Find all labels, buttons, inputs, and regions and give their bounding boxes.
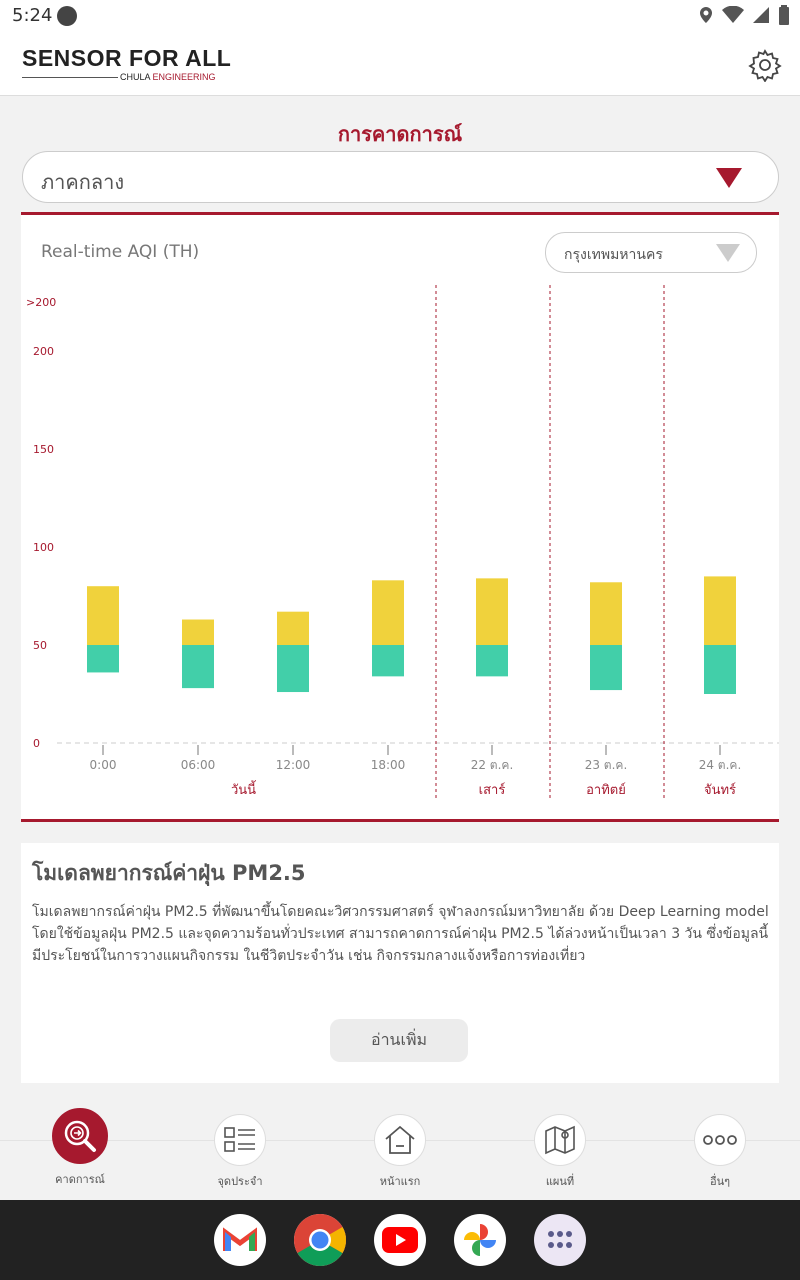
bar-low bbox=[182, 645, 214, 688]
chrome-icon[interactable] bbox=[294, 1214, 346, 1266]
x-tick-label: 18:00 bbox=[370, 758, 406, 772]
logo-sub-chula: CHULA bbox=[120, 72, 153, 82]
x-tick-label: 22 ต.ค. bbox=[470, 758, 514, 772]
status-icons bbox=[698, 5, 790, 25]
x-tick-label: 12:00 bbox=[275, 758, 311, 772]
bar-high bbox=[590, 582, 622, 645]
bar-low bbox=[277, 645, 309, 692]
x-tick-label: 24 ต.ค. bbox=[698, 758, 742, 772]
x-tick-label: 06:00 bbox=[180, 758, 216, 772]
page-title: การคาดการณ์ bbox=[337, 122, 463, 146]
sensor-for-all-logo bbox=[22, 45, 232, 82]
map-icon bbox=[543, 1123, 577, 1157]
nav-forecast-button[interactable] bbox=[52, 1108, 108, 1164]
bar-high bbox=[372, 580, 404, 645]
nav-label-more: อื่นๆ bbox=[709, 1175, 731, 1188]
bar-high bbox=[182, 620, 214, 645]
chart-title: Real-time AQI (TH) bbox=[41, 242, 200, 262]
bar-high bbox=[704, 576, 736, 645]
read-more-button[interactable]: อ่านเพิ่ม bbox=[330, 1019, 468, 1062]
list-icon bbox=[223, 1125, 257, 1155]
bar-low bbox=[476, 645, 508, 676]
nav-label-map: แผนที่ bbox=[545, 1175, 575, 1188]
region-dropdown[interactable] bbox=[22, 151, 779, 203]
wifi-icon bbox=[722, 6, 744, 24]
logo-sub-text bbox=[120, 72, 216, 82]
bar-low bbox=[87, 645, 119, 672]
nav-home-button[interactable] bbox=[374, 1114, 426, 1166]
y-tick-label: 200 bbox=[33, 345, 54, 358]
day-label: จันทร์ bbox=[703, 783, 737, 798]
aqi-chart-card bbox=[21, 212, 779, 822]
more-dots-icon bbox=[702, 1134, 738, 1146]
nav-item-map[interactable] bbox=[515, 1114, 605, 1190]
nav-more-button[interactable] bbox=[694, 1114, 746, 1166]
aqi-bar-chart bbox=[21, 215, 779, 819]
logo-sub-engineering: ENGINEERING bbox=[152, 72, 216, 82]
nav-map-button[interactable] bbox=[534, 1114, 586, 1166]
y-tick-label: 50 bbox=[33, 639, 47, 652]
status-time: 5:24 bbox=[12, 5, 53, 26]
day-label: เสาร์ bbox=[478, 783, 506, 798]
day-label: วันนี้ bbox=[230, 783, 257, 798]
region-selected-value: ภาคกลาง bbox=[41, 170, 125, 194]
bar-low bbox=[704, 645, 736, 694]
model-title: โมเดลพยากรณ์ค่าฝุ่น PM2.5 bbox=[32, 861, 306, 885]
province-selected-value: กรุงเทพมหานคร bbox=[564, 247, 663, 263]
home-icon bbox=[383, 1124, 417, 1156]
location-icon bbox=[698, 6, 714, 24]
youtube-icon[interactable] bbox=[374, 1214, 426, 1266]
nav-label-home: หน้าแรก bbox=[379, 1175, 421, 1188]
nav-label-forecast: คาดการณ์ bbox=[55, 1173, 105, 1186]
logo-divider bbox=[22, 77, 118, 78]
model-description: โมเดลพยากรณ์ค่าฝุ่น PM2.5 ที่พัฒนาขึ้นโดยคณะวิศวกรรมศาสตร์ จุฬาลงกรณ์มหาวิทยาลัย ด้วย Deep Learning model โดยใช้ข้อมูลฝุ่น PM2.5 และจุดความร้อนทั่วประเทศ สามารถคาดการณ์ค่าฝุ่น PM2.5 ได้ล่วงหน้าเป็นเวลา 3 วัน ซึ่งข้อมูลนี้มีประโยชน์ในการวางแผนกิจกรรม ในชีวิตประจำวัน เช่น กิจกรรมกลางแจ้งหรือการท่องเที่ยว bbox=[32, 904, 769, 964]
app-header bbox=[0, 32, 800, 96]
status-bar bbox=[0, 0, 800, 32]
bar-low bbox=[372, 645, 404, 676]
bar-high bbox=[277, 612, 309, 645]
logo-main-text: SENSOR FOR ALL bbox=[22, 45, 232, 71]
nav-item-home[interactable] bbox=[355, 1114, 445, 1190]
nav-item-more[interactable] bbox=[675, 1114, 765, 1190]
photos-icon[interactable] bbox=[454, 1214, 506, 1266]
model-info-card bbox=[21, 843, 779, 1083]
chevron-down-icon bbox=[716, 168, 742, 188]
x-tick-label: 0:00 bbox=[89, 758, 117, 772]
day-label: อาทิตย์ bbox=[586, 783, 626, 798]
nav-label-stations: จุดประจำ bbox=[217, 1175, 263, 1188]
bar-low bbox=[590, 645, 622, 690]
y-tick-label: 150 bbox=[33, 443, 54, 456]
y-tick-label: 100 bbox=[33, 541, 54, 554]
nav-item-forecast[interactable] bbox=[35, 1108, 125, 1188]
nav-stations-button[interactable] bbox=[214, 1114, 266, 1166]
app-drawer-icon[interactable] bbox=[534, 1214, 586, 1266]
signal-icon bbox=[752, 6, 770, 24]
gear-icon[interactable] bbox=[748, 48, 782, 82]
app-notification-icon bbox=[57, 6, 77, 26]
x-tick-label: 23 ต.ค. bbox=[584, 758, 628, 772]
battery-icon bbox=[778, 5, 790, 25]
y-tick-label: 0 bbox=[33, 737, 40, 750]
forecast-search-icon bbox=[60, 1116, 100, 1156]
gmail-icon[interactable] bbox=[214, 1214, 266, 1266]
nav-item-stations[interactable] bbox=[195, 1114, 285, 1190]
app-dock bbox=[0, 1200, 800, 1280]
bar-high bbox=[476, 578, 508, 645]
y-tick-label: >200 bbox=[26, 296, 57, 309]
bar-high bbox=[87, 586, 119, 645]
